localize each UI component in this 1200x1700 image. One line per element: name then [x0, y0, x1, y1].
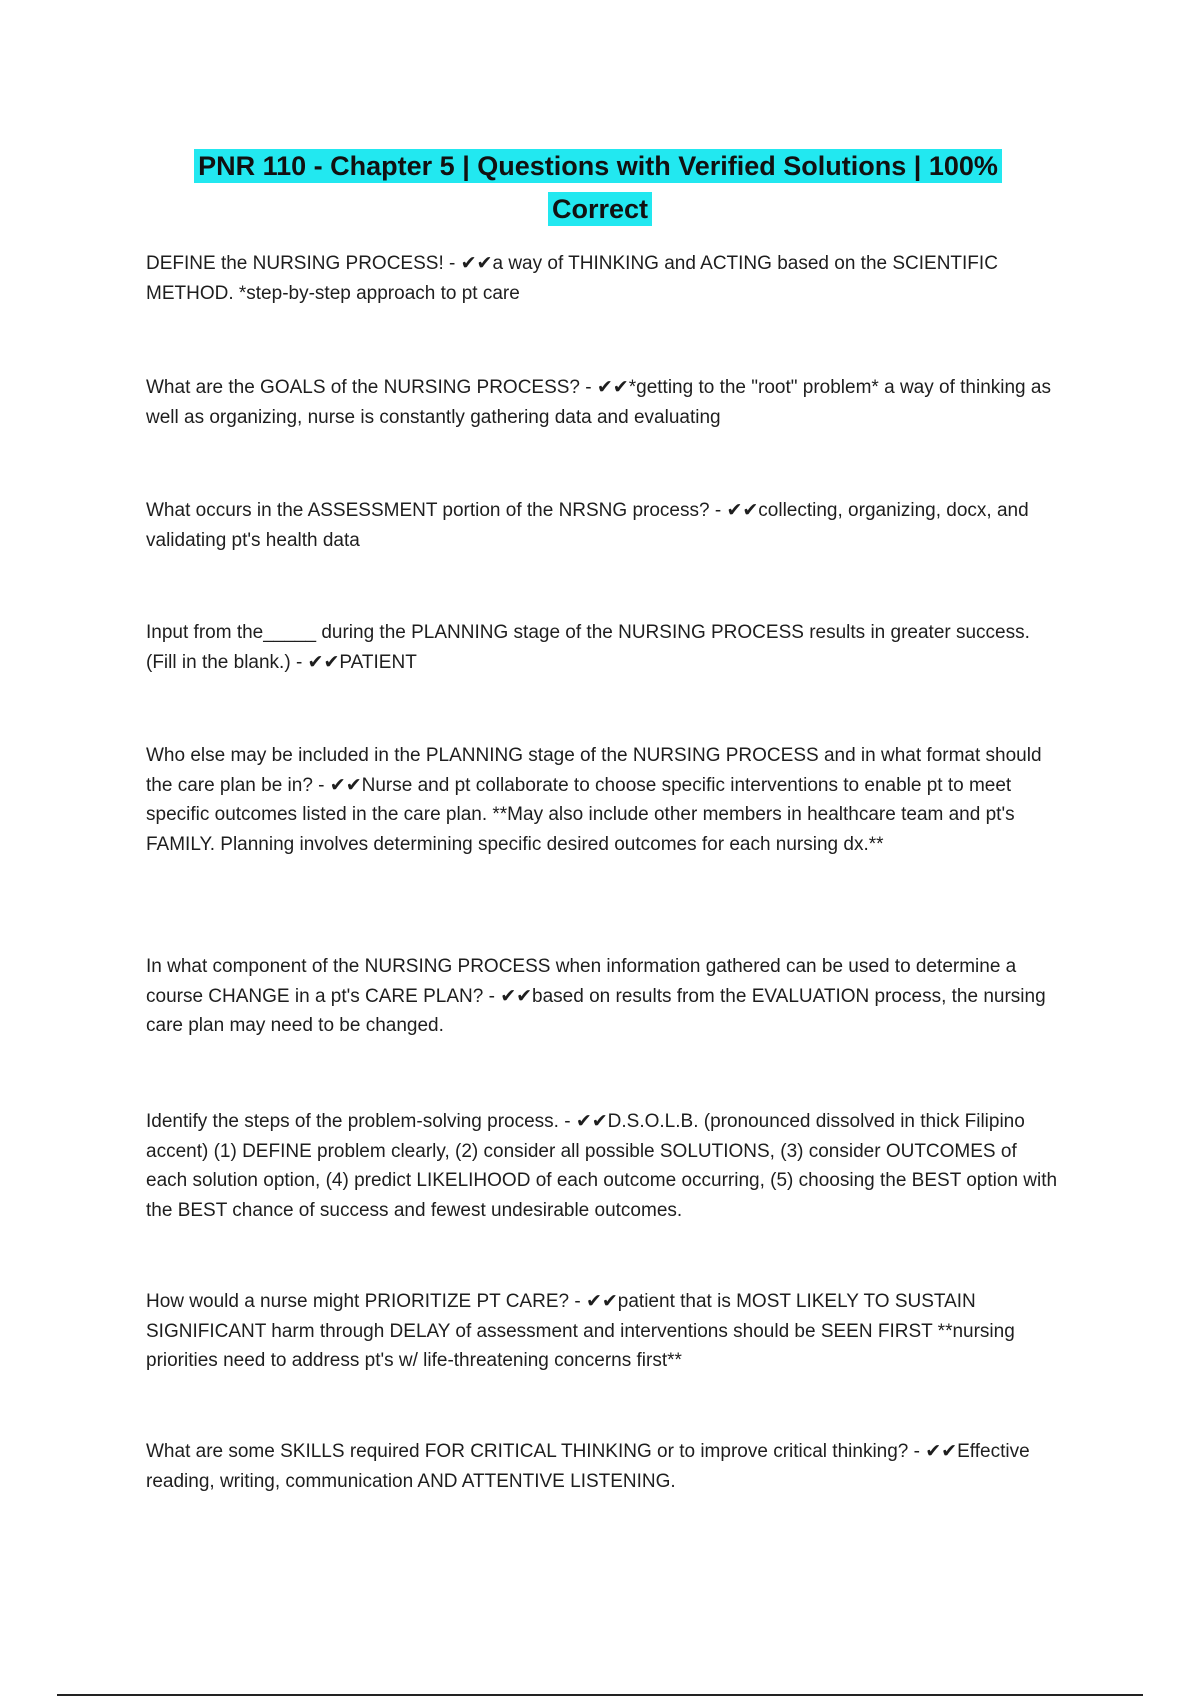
qa-item [146, 741, 1061, 859]
answer-text: Effective reading, writing, communication AND ATTENTIVE LISTENING. [146, 1441, 1030, 1492]
question-text: How would a nurse might PRIORITIZE PT CARE? - [146, 1291, 586, 1312]
checkmark-icon: ✔✔ [500, 985, 533, 1007]
qa-item [146, 1107, 1061, 1225]
question-text: What are some SKILLS required FOR CRITICAL THINKING or to improve critical thinking? - [146, 1441, 926, 1462]
qa-item [146, 496, 1061, 555]
answer-text: collecting, organizing, docx, and validating pt's health data [146, 500, 1029, 551]
checkmark-icon: ✔✔ [575, 1111, 608, 1132]
question-text: Who else may be included in the PLANNING stage of the NURSING PROCESS and in what format should the care plan be in? - [146, 745, 1042, 796]
question-text: Identify the steps of the problem-solving process. - [146, 1111, 576, 1132]
qa-item [146, 618, 1061, 677]
checkmark-icon: ✔✔ [460, 253, 493, 274]
qa-item [146, 1287, 1061, 1376]
footer-divider [57, 1694, 1143, 1696]
checkmark-icon: ✔✔ [329, 774, 362, 796]
question-text: DEFINE the NURSING PROCESS! - [146, 253, 461, 274]
document-title [145, 145, 1055, 231]
checkmark-icon: ✔✔ [585, 1291, 618, 1312]
title-highlight: PNR 110 - Chapter 5 | Questions with Verified Solutions | 100% Correct [194, 149, 1002, 226]
qa-item [146, 1437, 1061, 1496]
qa-item [146, 373, 1061, 432]
answer-text: PATIENT [339, 651, 417, 673]
answer-text: *getting to the "root" problem* a way of thinking as well as organizing, nurse is constantly gathering data and evaluating [146, 377, 1051, 428]
qa-item [146, 249, 1061, 308]
answer-text: patient that is MOST LIKELY TO SUSTAIN SIGNIFICANT harm through DELAY of assessment and interventions should be SEEN FIRST **nursing priorities need to address pt's w/ life-threatening concerns first** [146, 1291, 1015, 1371]
checkmark-icon: ✔✔ [307, 651, 340, 673]
checkmark-icon: ✔✔ [726, 500, 759, 521]
question-text: In what component of the NURSING PROCESS when information gathered can be used to determine a course CHANGE in a pt's CARE PLAN? - [146, 956, 1017, 1007]
answer-text: D.S.O.L.B. (pronounced dissolved in thick Filipino accent) (1) DEFINE problem clearly, (2) consider all possible SOLUTIONS, (3) consider OUTCOMES of each solution option, (4) predict LIKELIHOOD of each outcome occurring, (5) choosing the BEST option with the BEST chance of success and fewest undesirable outcomes. [146, 1111, 1058, 1221]
checkmark-icon: ✔✔ [925, 1441, 958, 1462]
answer-text: Nurse and pt collaborate to choose specific interventions to enable pt to meet specific outcomes listed in the care plan. **May also include other members in healthcare team and pt's FAMILY. Planning involves determining specific desired outcomes for each nursing dx.** [146, 774, 1015, 855]
question-text: What occurs in the ASSESSMENT portion of the NRSNG process? - [146, 500, 727, 521]
question-text: Input from the_____ during the PLANNING stage of the NURSING PROCESS results in greater success. (Fill in the blank.) - [146, 622, 1030, 673]
answer-text: based on results from the EVALUATION process, the nursing care plan may need to be changed. [146, 985, 1046, 1036]
question-text: What are the GOALS of the NURSING PROCESS? - [146, 377, 597, 398]
checkmark-icon: ✔✔ [596, 377, 629, 398]
qa-item [146, 952, 1061, 1041]
answer-text: a way of THINKING and ACTING based on the SCIENTIFIC METHOD. *step-by-step approach to pt care [146, 253, 998, 304]
